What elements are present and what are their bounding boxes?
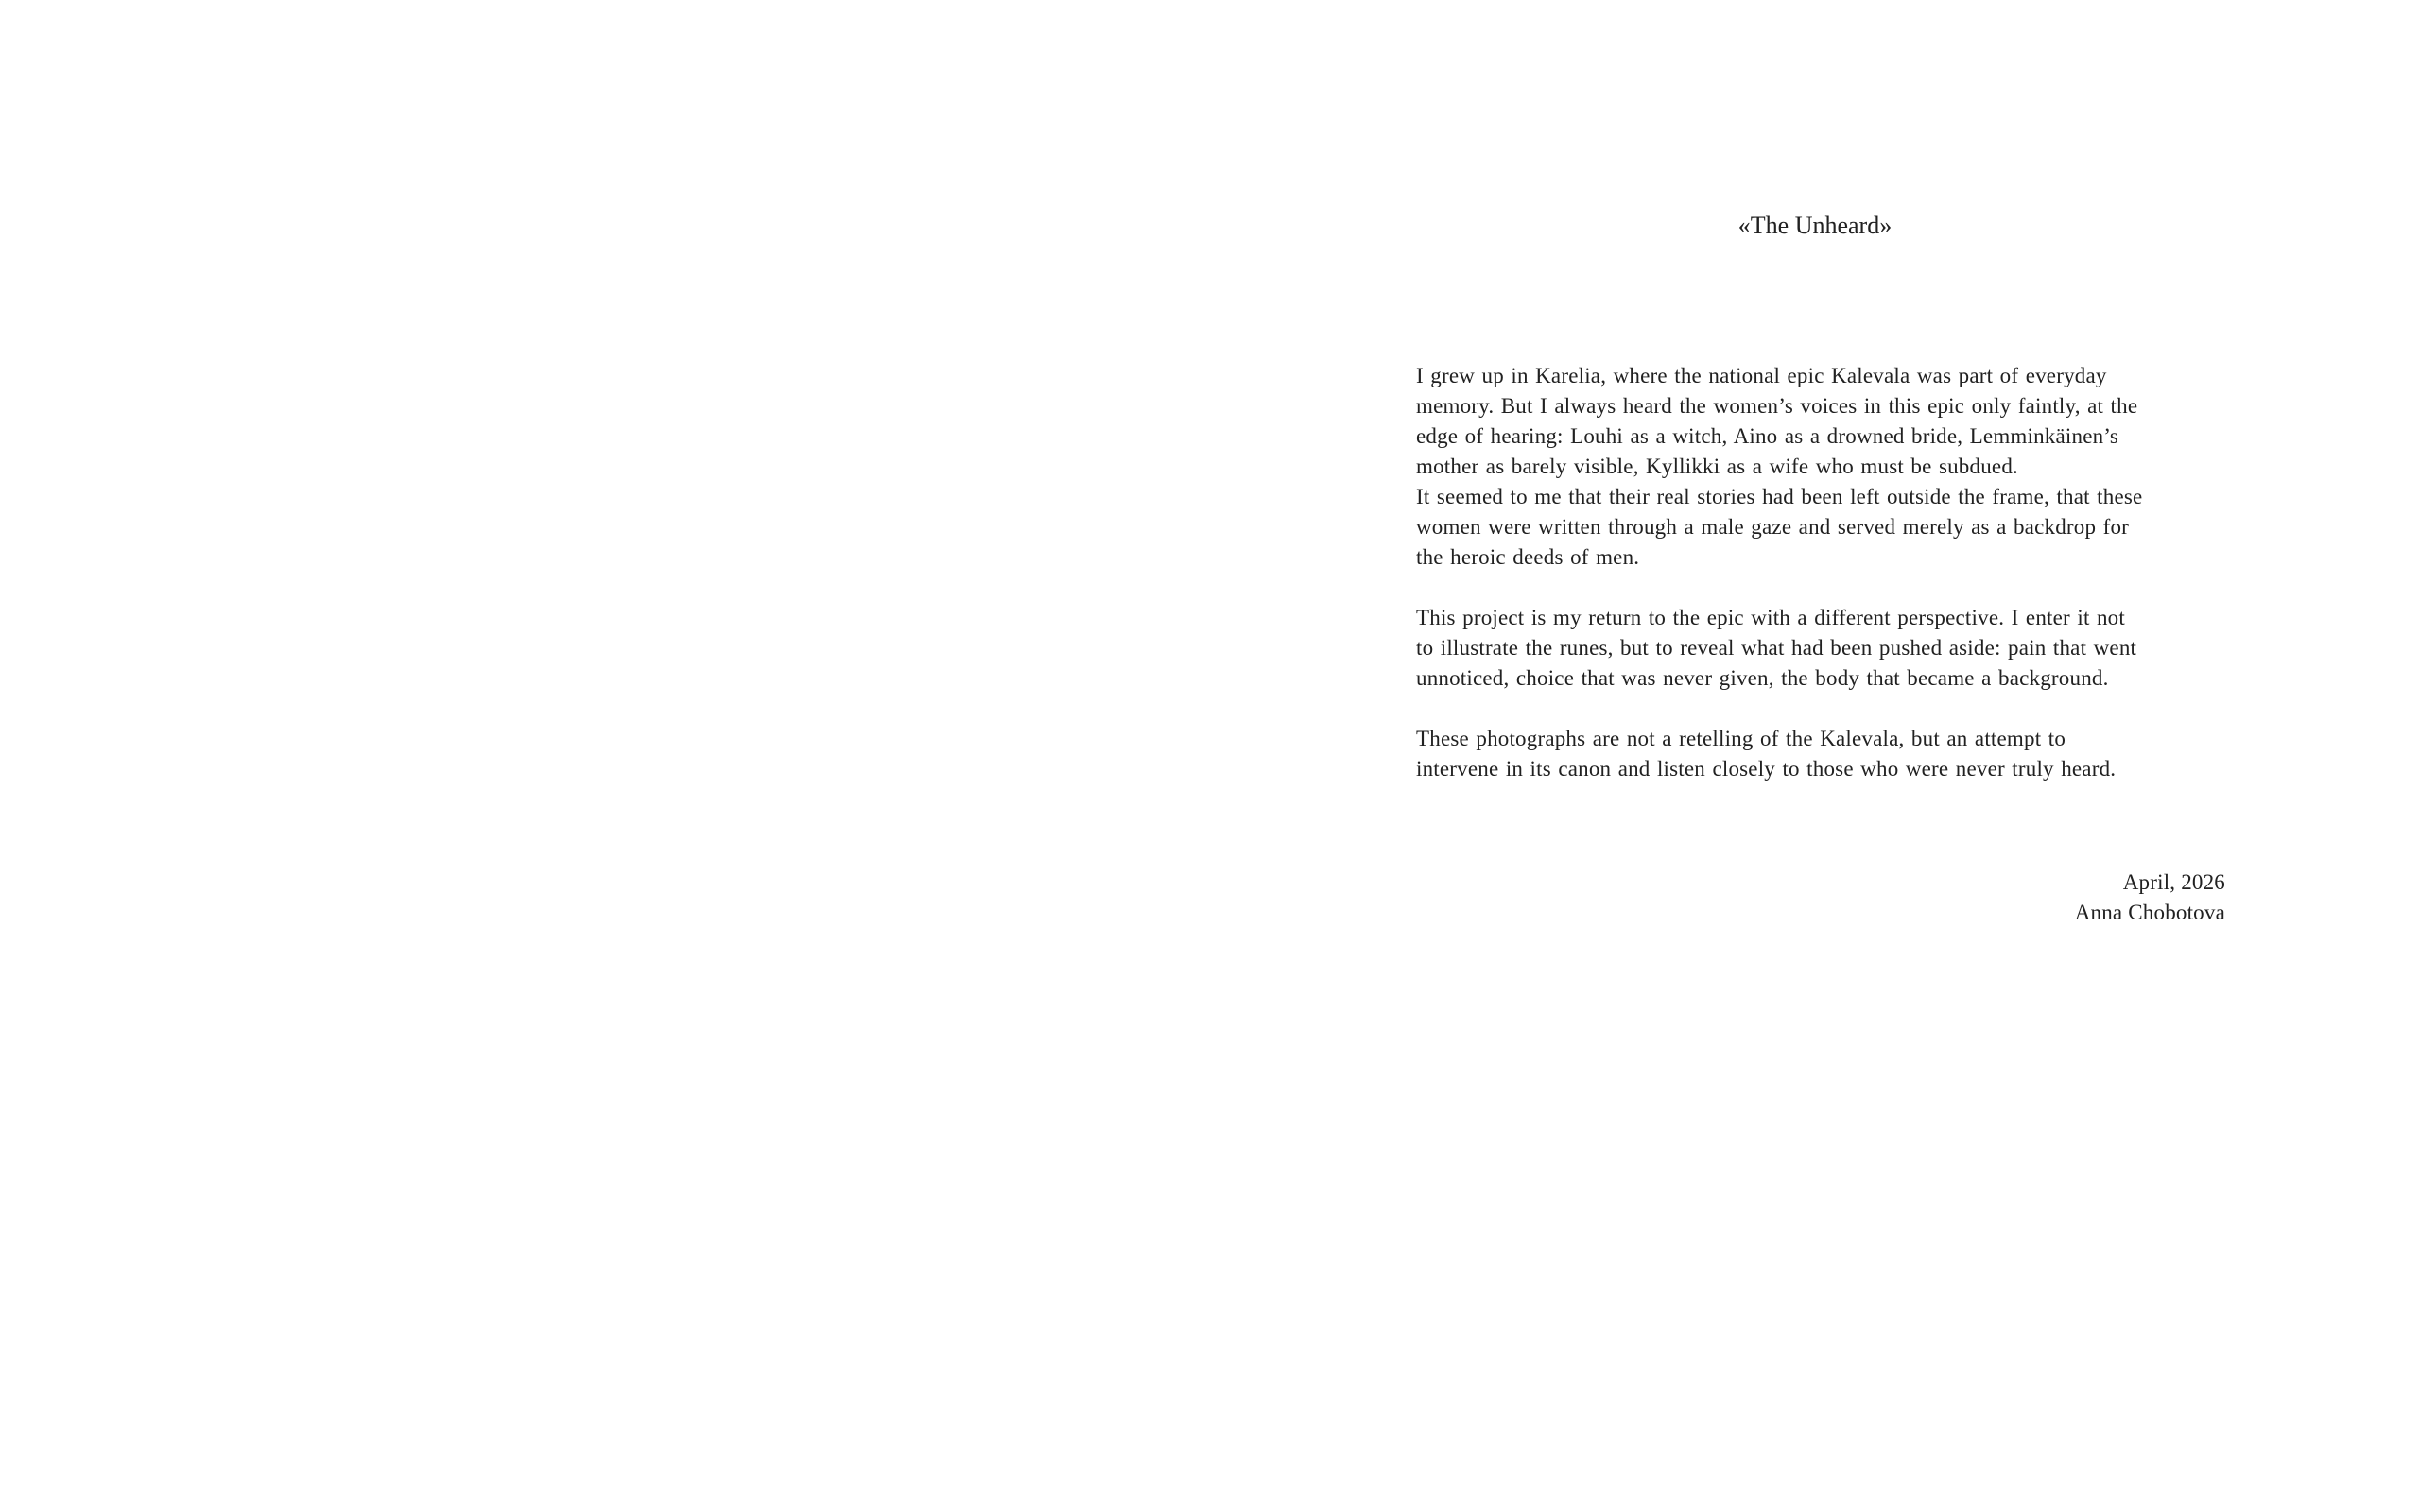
text-line: mother as barely visible, Kyllikki as a wife who must be subdued.: [1416, 455, 2018, 478]
page-title: «The Unheard»: [1737, 212, 1893, 239]
text-line: unnoticed, choice that was never given, the body that became a background.: [1416, 666, 2109, 690]
signature-block: [1416, 868, 2225, 928]
statement-paragraph: [1416, 724, 2225, 784]
signature-date: April, 2026: [2122, 870, 2225, 894]
text-line: women were written through a male gaze and served merely as a backdrop for: [1416, 515, 2130, 539]
text-line: memory. But I always heard the women’s voices in this epic only faintly, at the: [1416, 394, 2138, 418]
text-line: It seemed to me that their real stories had been left outside the frame, that these: [1416, 485, 2143, 508]
signature-author: Anna Chobotova: [2074, 901, 2225, 924]
artist-statement: [1416, 361, 2225, 784]
statement-paragraph: [1416, 603, 2225, 694]
text-line: intervene in its canon and listen closely to those who were never truly heard.: [1416, 757, 2117, 781]
text-line: edge of hearing: Louhi as a witch, Aino as a drowned bride, Lemminkäinen’s: [1416, 424, 2119, 448]
text-line: I grew up in Karelia, where the national epic Kalevala was part of everyday: [1416, 364, 2107, 387]
text-line: to illustrate the runes, but to reveal what had been pushed aside: pain that went: [1416, 636, 2137, 660]
text-line: These photographs are not a retelling of the Kalevala, but an attempt to: [1416, 727, 2066, 750]
text-line: This project is my return to the epic with a different perspective. I enter it not: [1416, 606, 2125, 629]
text-line: the heroic deeds of men.: [1416, 545, 1640, 569]
statement-paragraph: [1416, 361, 2225, 573]
